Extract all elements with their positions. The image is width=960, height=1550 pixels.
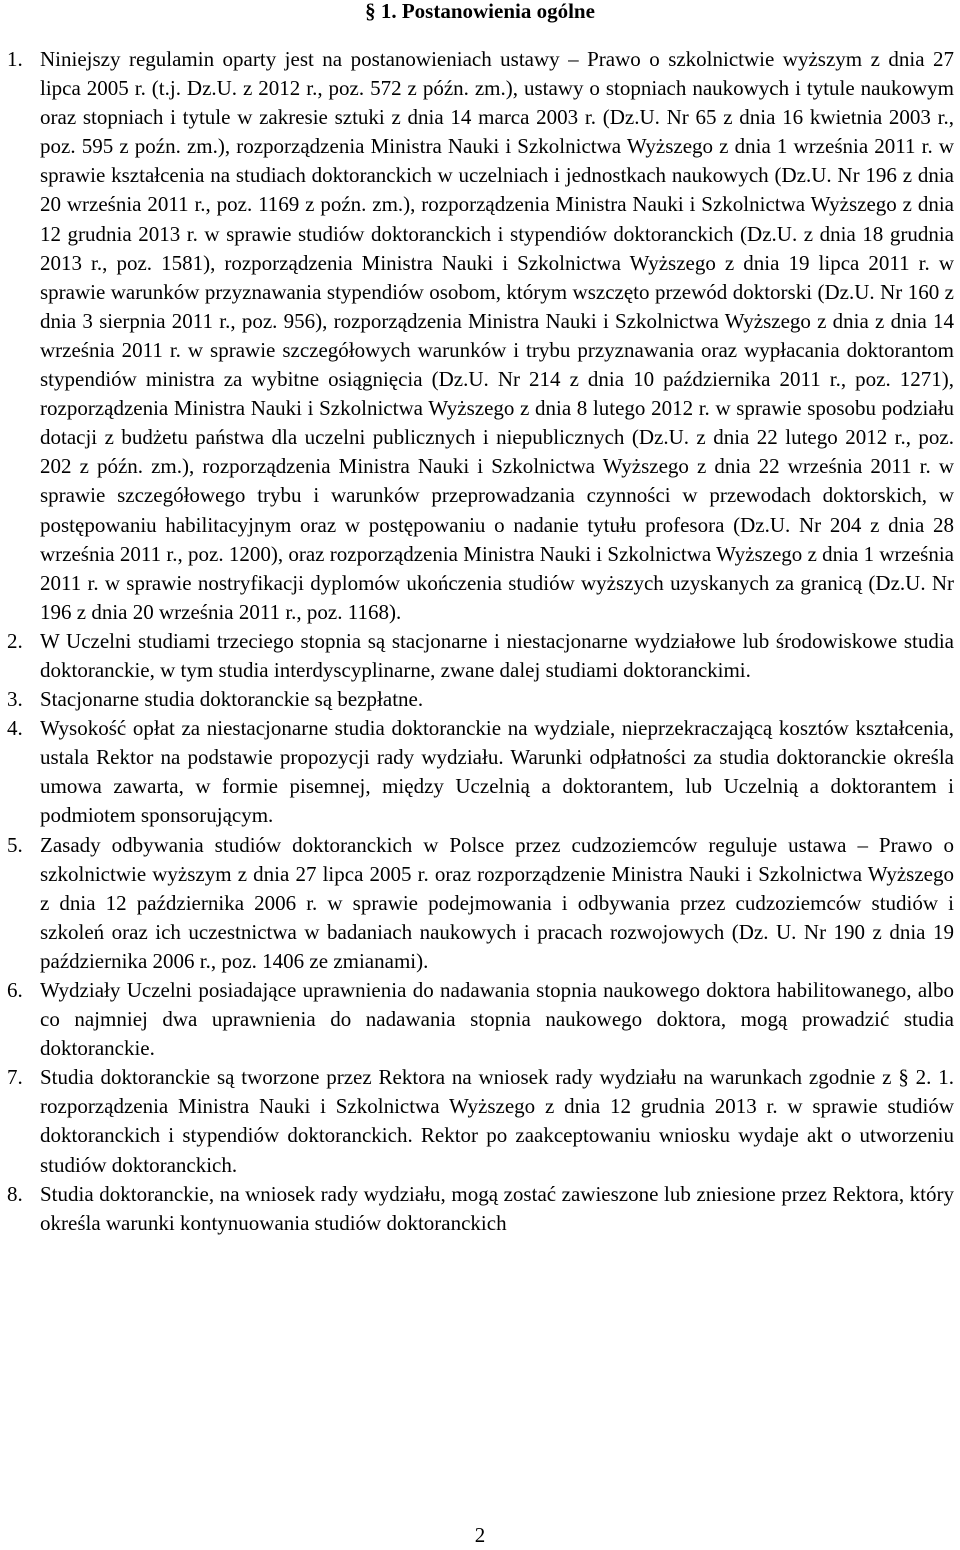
item-text: Stacjonarne studia doktoranckie są bezpłatne.: [40, 687, 424, 712]
list-item: [0, 976, 960, 1063]
item-number: 7.: [7, 1065, 23, 1090]
item-number: 6.: [7, 978, 23, 1002]
item-number: 5.: [7, 832, 23, 857]
list-item: [0, 627, 960, 685]
item-text: W Uczelni studiami trzeciego stopnia są stacjonarne i niestacjonarne wydziałowe lub środowiskowe studia doktoranckie, w tym studia interdyscyplinarne, zwane dalej studiami doktoranckimi.: [40, 628, 954, 682]
item-number: 4.: [7, 716, 23, 741]
item-text: Niniejszy regulamin oparty jest na postanowieniach ustawy – Prawo o szkolnictwie wyższym z dnia 27 lipca 2005 r. (t.j. Dz.U. z 2012 r., poz. 572 z późn. zm.), ustawy o stopniach naukowych i tytule naukowym oraz stopniach i tytule w zakresie sztuki z dnia 14 marca 2003 r. (Dz.U. Nr 65 z dnia 16 kwietnia 2003 r., poz. 595 z poźn. zm.), rozporządzenia Ministra Nauki i Szkolnictwa Wyższego z dnia 1 września 2011 r. w sprawie kształcenia na studiach doktoranckich w uczelniach i jednostkach naukowych (Dz.U. Nr 196 z dnia 20 września 2011 r., poz. 1169 z poźn. zm.), rozporządzenia Ministra Nauki i Szkolnictwa Wyższego z dnia 12 grudnia 2013 r. w sprawie studiów doktoranckich i stypendiów doktoranckich (Dz.U. z dnia 18 grudnia 2013 r., poz. 1581), rozporządzenia Ministra Nauki i Szkolnictwa Wyższego z dnia 19 lipca 2011 r. w sprawie warunków przyznawania stypendiów osobom, którym wszczęto przewód doktorski (Dz.U. Nr 160 z dnia 3 sierpnia 2011 r., poz. 956), rozporządzenia Ministra Nauki i Szkolnictwa Wyższego z dnia z dnia 14 września 2011 r. w sprawie szczegółowych warunków i trybu przyznawania oraz wypłacania doktorantom stypendiów ministra za wybitne osiągnięcia (Dz.U. Nr 214 z dnia 10 października 2011 r., poz. 1271), rozporządzenia Ministra Nauki i Szkolnictwa Wyższego z dnia 8 lutego 2012 r. w sprawie sposobu podziału dotacji z budżetu państwa dla uczelni publicznych i niepublicznych (Dz.U. z dnia 22 lutego 2012 r., poz. 202 z późn. zm.), rozporządzenia Ministra Nauki i Szkolnictwa Wyższego z dnia 22 września 2011 r. w sprawie szczegółowego trybu i warunków przeprowadzania czynności w przewodach doktorskich, w postępowaniu habilitacyjnym oraz w postępowaniu o nadanie tytułu profesora (Dz.U. Nr 204 z dnia 28 września 2011 r., poz. 1200), oraz rozporządzenia Ministra Nauki i Szkolnictwa Wyższego z dnia 1 września 2011 r. w sprawie nostryfikacji dyplomów ukończenia studiów wyższych uzyskanych za granicą (Dz.U. Nr 196 z dnia 20 września 2011 r., poz. 1168).: [40, 47, 954, 624]
item-number: 8.: [7, 1181, 23, 1206]
list-item: [0, 1063, 960, 1179]
item-text: Zasady odbywania studiów doktoranckich w Polsce przez cudzoziemców reguluje ustawa – Prawo o szkolnictwie wyższym z dnia 27 lipca 2005 r. oraz rozporządzenie Ministra Nauki i Szkolnictwa Wyższego z dnia 12 października 2006 r. w sprawie podejmowania i odbywania przez cudzoziemców studiów i szkoleń oraz ich uczestnictwa w badaniach naukowych i pracach rozwojowych (Dz. U. Nr 190 z dnia 19 października 2006 r., poz. 1406 ze zmianami).: [40, 832, 954, 973]
list-item: [0, 45, 960, 627]
list-item: [0, 714, 960, 830]
section-title: § 1. Postanowienia ogólne: [365, 0, 595, 23]
list-item: [0, 685, 960, 714]
page-number: 2: [474, 1523, 486, 1547]
item-number: 2.: [7, 628, 23, 653]
item-text: Studia doktoranckie są tworzone przez Rektora na wniosek rady wydziału na warunkach zgodnie z § 2. 1. rozporządzenia Ministra Nauki i Szkolnictwa Wyższego z dnia 12 grudnia 2013 r. w sprawie studiów doktoranckich i stypendiów doktoranckich. Rektor po zaakceptowaniu wniosku wydaje akt o utworzeniu studiów doktoranckich.: [40, 1065, 954, 1177]
item-text: Wysokość opłat za niestacjonarne studia doktoranckie na wydziale, nieprzekraczającą kosztów kształcenia, ustala Rektor na podstawie propozycji rady wydziału. Warunki odpłatności za studia doktoranckie określa umowa zawarta, w formie pisemnej, między Uczelnią a doktorantem, lub Uczelnią a doktorantem i podmiotem sponsorującym.: [40, 716, 954, 828]
item-text: Studia doktoranckie, na wniosek rady wydziału, mogą zostać zawieszone lub zniesione przez Rektora, który określa warunki kontynuowania studiów doktoranckich: [40, 1181, 954, 1235]
item-number: 3.: [7, 687, 23, 712]
item-text: Wydziały Uczelni posiadające uprawnienia do nadawania stopnia naukowego doktora habilitowanego, albo co najmniej dwa uprawnienia do nadawania stopnia naukowego doktora, mogą prowadzić studia doktoranckie.: [40, 978, 954, 1061]
item-number: 1.: [7, 47, 23, 71]
list-item: [0, 1180, 960, 1238]
list-item: [0, 831, 960, 976]
regulation-list: [0, 45, 960, 1238]
